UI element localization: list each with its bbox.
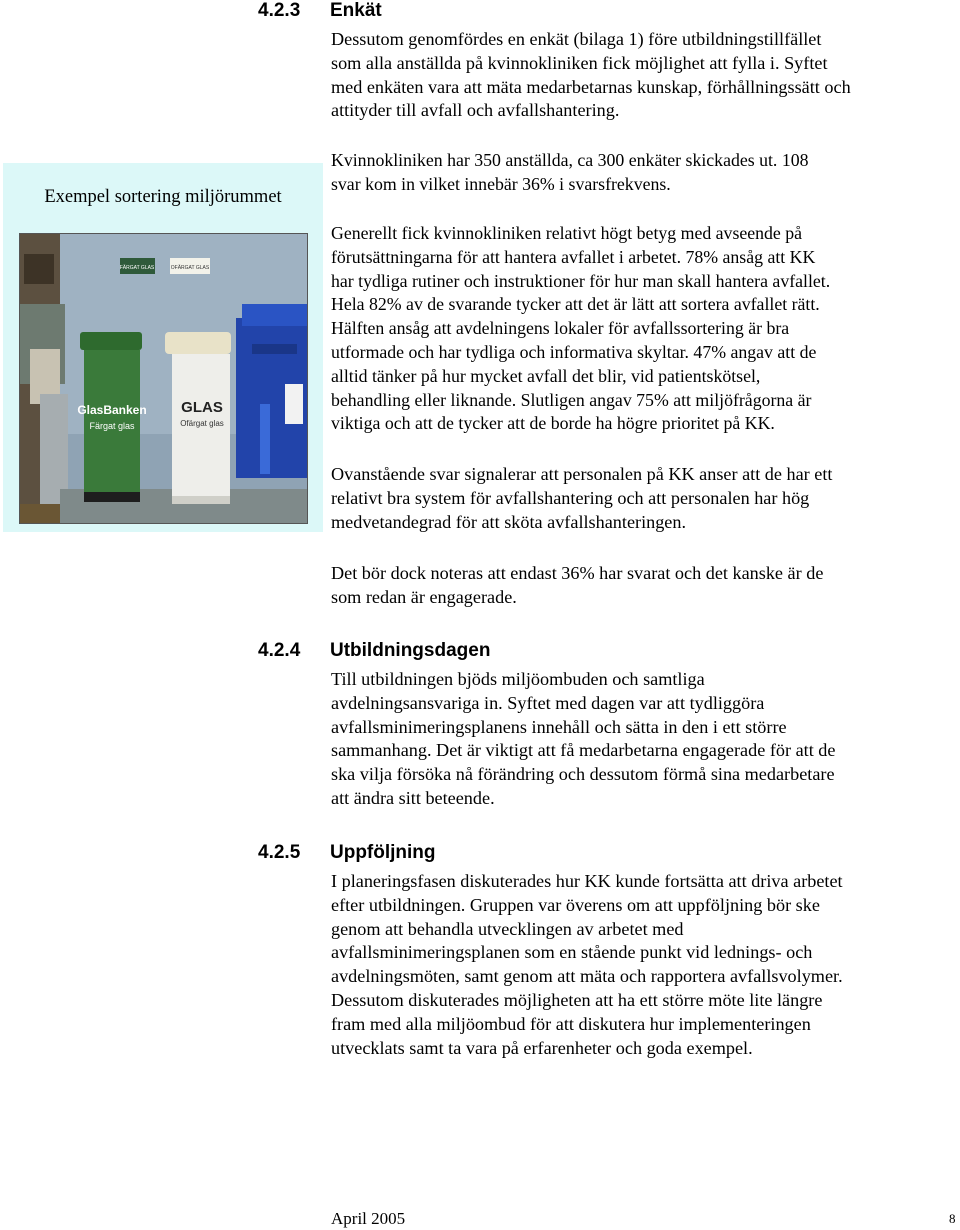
text-line: svar kom in vilket innebär 36% i svarsfrekvens. bbox=[331, 173, 671, 194]
text-line: Dessutom diskuterades möjligheten att ha ett större möte lite längre bbox=[331, 989, 823, 1010]
green-bin-sublabel: Färgat glas bbox=[89, 421, 135, 431]
enkat-note-paragraph bbox=[331, 562, 953, 610]
text-line: utvecklats samt ta vara på erfarenheter och goda exempel. bbox=[331, 1037, 753, 1058]
text-line: fram med alla miljöombud för att diskutera hur implementeringen bbox=[331, 1013, 811, 1034]
page-number: 8 bbox=[949, 1211, 956, 1226]
enkat-conclusion-paragraph bbox=[331, 463, 953, 534]
text-line: Hela 82% av de svarande tycker att det är lätt att sortera avfallet rätt. bbox=[331, 294, 820, 315]
text-line: viktiga och att de tycker att de borde ha högre prioritet på KK. bbox=[331, 413, 775, 434]
text-line: avdelningsmöten, samt genom att mäta och rapportera avfallsvolymer. bbox=[331, 966, 843, 987]
text-line: ska vilja försöka nå förändring och dessutom förmå sina medarbetare bbox=[331, 764, 835, 785]
section-number: 4.2.3 bbox=[258, 0, 301, 21]
sign-colored-glass-text: FÄRGAT GLAS bbox=[119, 265, 155, 271]
enkat-intro-paragraph bbox=[331, 28, 953, 123]
section-title: Utbildningsdagen bbox=[330, 640, 491, 661]
text-line: Ovanstående svar signalerar att personalen på KK anser att de har ett bbox=[331, 464, 833, 484]
text-line: relativt bra system för avfallshantering och att personalen har hög bbox=[331, 487, 810, 508]
text-line: I planeringsfasen diskuterades hur KK kunde fortsätta att driva arbetet bbox=[331, 871, 843, 891]
section-heading-4-2-4 bbox=[258, 640, 490, 662]
green-bin-label: GlasBanken bbox=[77, 403, 147, 417]
text-line: avdelningsansvariga in. Syftet med dagen var att tydliggöra bbox=[331, 692, 765, 713]
text-line: attityder till avfall och avfallshantering. bbox=[331, 100, 620, 121]
uppfoljning-paragraph bbox=[331, 870, 953, 1060]
sidebox-caption: Exempel sortering miljörummet bbox=[44, 187, 282, 207]
text-line: förutsättningarna för att hantera avfallet i arbetet. 78% ansåg att KK bbox=[331, 246, 816, 267]
section-heading-4-2-3 bbox=[258, 0, 382, 22]
footer-date: April 2005 bbox=[331, 1209, 406, 1228]
text-line: Hälften ansåg att avdelningens lokaler för avfallssortering är bra bbox=[331, 318, 790, 339]
text-line: avfallsminimeringsplanen som en stående punkt vid lednings- och bbox=[331, 942, 813, 963]
text-line: utformade och har tydliga och informativa skyltar. 47% angav att de bbox=[331, 341, 817, 362]
text-line: med enkäten vara att mäta medarbetarnas kunskap, förhållningssätt och bbox=[331, 76, 851, 97]
text-line: som redan är engagerade. bbox=[331, 586, 517, 607]
text-line: som alla anställda på kvinnokliniken fick möjlighet att fylla i. Syftet bbox=[331, 52, 828, 73]
text-line: att ändra sitt beteende. bbox=[331, 787, 495, 808]
waste-sorting-photo bbox=[19, 233, 308, 524]
white-bin-sublabel: Ofärgat glas bbox=[180, 419, 224, 428]
text-line: Det bör dock noteras att endast 36% har svarat och det kanske är de bbox=[331, 563, 824, 583]
text-line: har tydliga rutiner och instruktioner för hur man skall hantera avfallet. bbox=[331, 270, 831, 291]
section-title: Enkät bbox=[330, 0, 382, 21]
text-line: Generellt fick kvinnokliniken relativt högt betyg med avseende på bbox=[331, 223, 803, 243]
text-line: Dessutom genomfördes en enkät (bilaga 1) före utbildningstillfället bbox=[331, 29, 822, 49]
text-line: avfallsminimeringsplanens innehåll och sätta in den i ett större bbox=[331, 716, 787, 737]
text-line: Till utbildningen bjöds miljöombuden och samtliga bbox=[331, 669, 705, 689]
example-sidebox bbox=[3, 163, 323, 532]
text-line: efter utbildningen. Gruppen var överens om att uppföljning bör ske bbox=[331, 894, 820, 915]
section-number: 4.2.4 bbox=[258, 640, 301, 661]
text-line: alltid tänker på hur mycket avfall det blir, vid patientskötsel, bbox=[331, 365, 761, 386]
utbildningsdagen-paragraph bbox=[331, 668, 953, 811]
text-line: sammanhang. Det är viktigt att få medarbetarna engagerade för att de bbox=[331, 740, 836, 761]
text-line: behandling eller liknande. Slutligen angav 75% att miljöfrågorna är bbox=[331, 389, 812, 410]
section-heading-4-2-5 bbox=[258, 842, 436, 864]
section-title: Uppföljning bbox=[330, 842, 436, 863]
text-line: Kvinnokliniken har 350 anställda, ca 300 enkäter skickades ut. 108 bbox=[331, 150, 809, 170]
text-line: genom att behandla utvecklingen av arbetet med bbox=[331, 918, 684, 939]
white-bin-label: GLAS bbox=[181, 399, 223, 416]
text-line: medvetandegrad för att sköta avfallshanteringen. bbox=[331, 511, 687, 532]
section-number: 4.2.5 bbox=[258, 842, 301, 863]
sign-clear-glass-text: OFÄRGAT GLAS bbox=[170, 265, 210, 271]
enkat-response-paragraph bbox=[331, 149, 953, 197]
enkat-results-paragraph bbox=[331, 222, 953, 436]
